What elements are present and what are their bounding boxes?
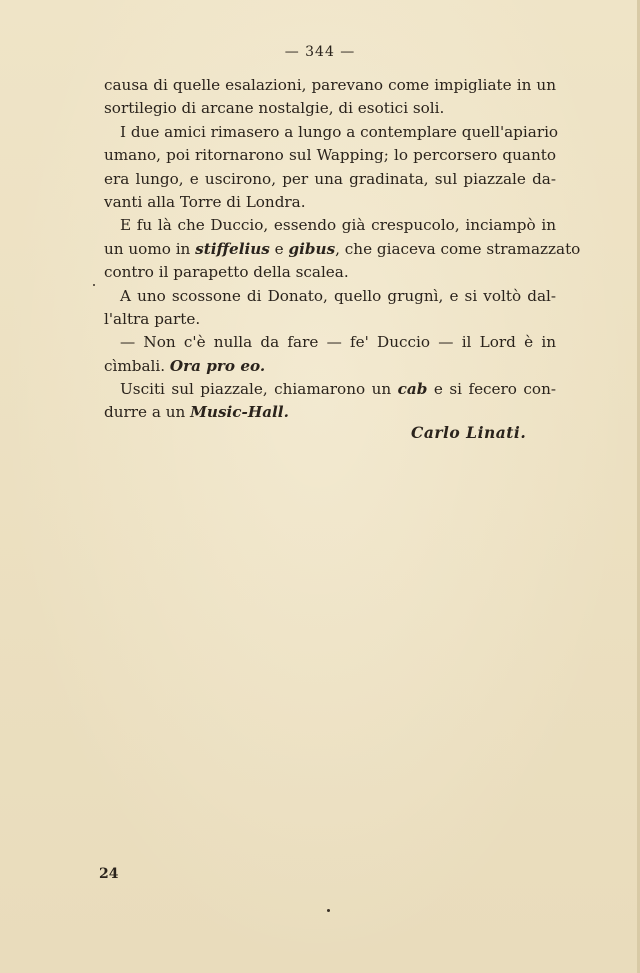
text-run: contro il parapetto della scalea. [104, 263, 349, 282]
text-run: A uno scossone di Donato, quello grugnì, e si voltò dal- [120, 286, 556, 305]
text-run: durre a un [104, 403, 191, 422]
text-line [104, 355, 556, 378]
text-line [104, 144, 556, 167]
text-line [104, 261, 556, 284]
signature-mark: 24 [99, 866, 119, 882]
text-line [104, 191, 556, 214]
text-line [104, 238, 581, 261]
italic-text: Ora pro eo. [169, 356, 266, 375]
text-line [104, 214, 556, 237]
text-run: causa di quelle esalazioni, parevano come impigliate in un [104, 76, 556, 94]
text-run: cìmbali. [104, 356, 170, 375]
text-run: e si fecero con- [427, 380, 556, 399]
text-run: l'altra parte. [104, 309, 201, 328]
text-run: I due amici rimasero a lungo a contemplare quell'apiario [120, 122, 559, 141]
italic-text: cab [397, 380, 428, 399]
text-run: , che giaceva come stramazzato [335, 239, 581, 258]
text-line [104, 331, 556, 354]
text-line [104, 401, 556, 424]
text-line [104, 74, 556, 97]
text-run: era lungo, e uscirono, per una gradinata, sul piazzale da- [104, 169, 556, 188]
text-run: vanti alla Torre di Londra. [104, 192, 306, 211]
text-line [104, 121, 559, 144]
text-line [104, 378, 556, 401]
text-line [104, 97, 556, 120]
text-run: — Non c'è nulla da fare — fe' Duccio — il Lord è in [120, 333, 556, 352]
ink-speck [93, 284, 95, 286]
italic-text: gibus [288, 239, 336, 258]
text-run: Usciti sul piazzale, chiamarono un [120, 380, 398, 399]
text-run: umano, poi ritornarono sul Wapping; lo percorsero quanto [104, 146, 556, 165]
text-run: un uomo in [104, 239, 196, 258]
page-number-header: — 344 — [284, 44, 356, 60]
italic-text: stiffelius [195, 239, 270, 258]
author-signature: Carlo Linati. [411, 423, 527, 442]
body-text [104, 74, 581, 425]
text-line [104, 168, 556, 191]
text-run: E fu là che Duccio, essendo già crespucolo, inciampò in [120, 216, 556, 235]
italic-text: Music-Hall. [190, 403, 289, 422]
text-run: sortilegio di arcane nostalgie, di esotici soli. [104, 99, 445, 118]
text-run: e [269, 239, 289, 258]
ink-speck [327, 909, 330, 912]
text-line [104, 285, 556, 308]
text-line [104, 308, 556, 331]
